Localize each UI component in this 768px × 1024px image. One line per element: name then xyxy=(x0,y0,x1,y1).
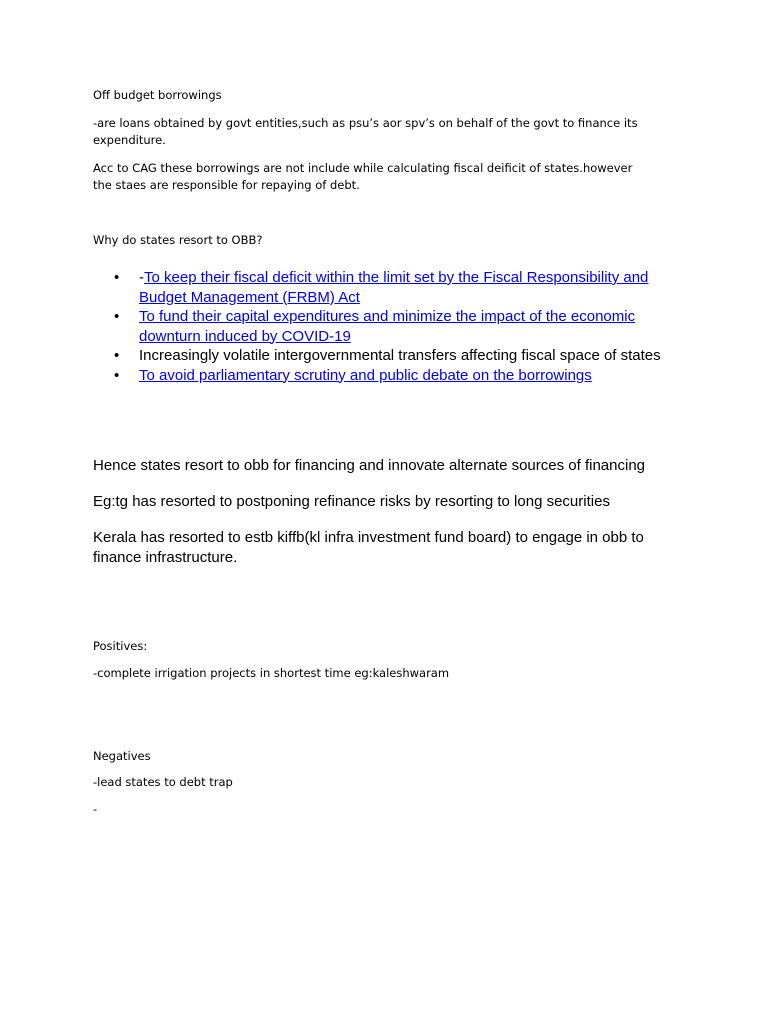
doc-heading: Off budget borrowings xyxy=(93,88,222,102)
negatives-item: -lead states to debt trap xyxy=(93,775,233,789)
reason-item-2 xyxy=(93,307,693,346)
reason-link-avoid-scrutiny[interactable]: To avoid parliamentary scrutiny and public debate on the borrowings xyxy=(139,366,592,384)
reason-item-1 xyxy=(93,268,693,307)
positives-heading: Positives: xyxy=(93,639,148,653)
negatives-heading: Negatives xyxy=(93,749,151,763)
cag-note-paragraph: Acc to CAG these borrowings are not include while calculating fiscal deificit of states.however the staes are responsible for repaying of debt. xyxy=(93,161,633,192)
reason-link-capital-expenditures[interactable]: To fund their capital expenditures and minimize the impact of the economic downturn induced by COVID-19 xyxy=(139,308,636,345)
example-kerala-paragraph: Kerala has resorted to estb kiffb(kl infra investment fund board) to engage in obb to finance infrastructure. xyxy=(93,529,644,566)
example-tg-paragraph: Eg:tg has resorted to postponing refinance risks by resorting to long securities xyxy=(93,493,610,510)
definition-paragraph: -are loans obtained by govt entities,such as psu’s aor spv’s on behalf of the govt to finance its expenditure. xyxy=(93,116,638,147)
reason-item-3 xyxy=(93,346,693,366)
reason-text-volatile-transfers: Increasingly volatile intergovernmental transfers affecting fiscal space of states xyxy=(139,347,661,364)
trailing-dash: - xyxy=(93,802,98,816)
reasons-list xyxy=(93,268,693,385)
positives-item: -complete irrigation projects in shortest time eg:kaleshwaram xyxy=(93,666,450,680)
reason-prefix: - xyxy=(139,269,144,286)
reason-item-4 xyxy=(93,366,693,386)
hence-paragraph: Hence states resort to obb for financing and innovate alternate sources of financing xyxy=(93,457,646,474)
why-heading: Why do states resort to OBB? xyxy=(93,233,263,247)
reason-link-fiscal-deficit[interactable]: To keep their fiscal deficit within the limit set by the Fiscal Responsibility and Budget Management (FRBM) Act xyxy=(139,269,649,306)
